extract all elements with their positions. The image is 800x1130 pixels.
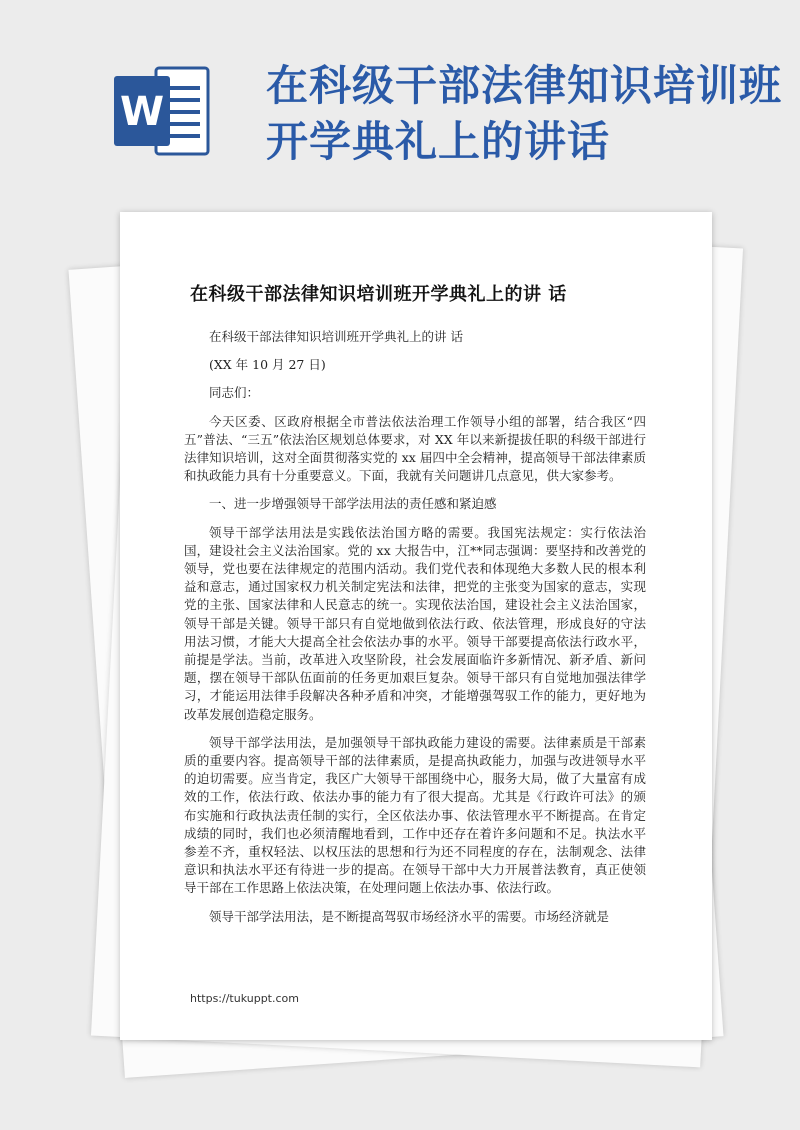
banner <box>0 0 800 200</box>
footer-url[interactable]: https://tukuppt.com <box>190 992 299 1005</box>
document-greeting: 同志们： <box>209 385 260 401</box>
document-date: (XX 年 10 月 27 日) <box>209 357 326 373</box>
banner-title: 在科级干部法律知识培训班开学典礼上的讲话 <box>266 61 783 166</box>
paragraph: 领导干部学法用法是实践依法治国方略的需要。我国宪法规定：实行依法治国，建设社会主义法治国家。党的 xx 大报告中，江**同志强调：要坚持和改善党的领导，党也要在法律规定的范围内活动。我们党代表和体现绝大多数人民的根本利益和意志，通过国家权力机关制定宪法和法律，把党的主张变为国家的意志，实现党的主张、国家法律和人民意志的统一。实现依法治国，建设社会主义法治国家，领导干部是关键。领导干部只有自觉地做到依法行政、依法管理，形成良好的守法用法习惯，才能大大提高全社会依法办事的水平。领导干部要提高依法行政水平，前提是学法。当前，改革进入攻坚阶段，社会发展面临许多新情况、新矛盾、新问题，摆在领导干部队伍面前的任务更加艰巨复杂。领导干部只有自觉地加强法律学习，才能运用法律手段解决各种矛盾和冲突，才能增强驾驭工作的能力，更好地为改革发展创造稳定服务。 <box>184 524 646 722</box>
document-subtitle: 在科级干部法律知识培训班开学典礼上的讲 话 <box>209 329 463 344</box>
word-document-icon <box>112 62 212 160</box>
document-page <box>120 212 712 1040</box>
section-heading: 一、进一步增强领导干部学法用法的责任感和紧迫感 <box>209 496 497 512</box>
document-body <box>184 328 646 936</box>
word-icon-letter: W <box>119 89 165 135</box>
document-title: 在科级干部法律知识培训班开学典礼上的讲 话 <box>190 284 567 305</box>
paragraph: 领导干部学法用法，是不断提高驾驭市场经济水平的需要。市场经济就是 <box>209 908 610 924</box>
paragraph: 今天区委、区政府根据全市普法依法治理工作领导小组的部署，结合我区“四五”普法、“三五”依法治区规划总体要求，对 XX 年以来新提拔任职的科级干部进行法律知识培训，这对全面贯彻落实党的 xx 届四中全会精神，提高领导干部法律素质和执政能力具有十分重要意义。下面，我就有关问题讲几点意见，供大家参考。 <box>184 413 646 484</box>
paragraph: 领导干部学法用法，是加强领导干部执政能力建设的需要。法律素质是干部素质的重要内容。提高领导干部的法律素质，是提高执政能力，加强与改进领导水平的迫切需要。应当肯定，我区广大领导干部围绕中心，服务大局，做了大量富有成效的工作，依法行政、依法办事的能力有了很大提高。尤其是《行政许可法》的颁布实施和行政执法责任制的实行，全区依法办事、依法管理水平不断提高。在肯定成绩的同时，我们也必须清醒地看到，工作中还存在着许多问题和不足。执法水平参差不齐，重权轻法、以权压法的思想和行为还不同程度的存在，法制观念、法律意识和执法水平还有待进一步的提高。在领导干部中大力开展普法教育，真正使领导干部在工作思路上依法决策，在处理问题上依法办事、依法行政。 <box>184 734 646 896</box>
